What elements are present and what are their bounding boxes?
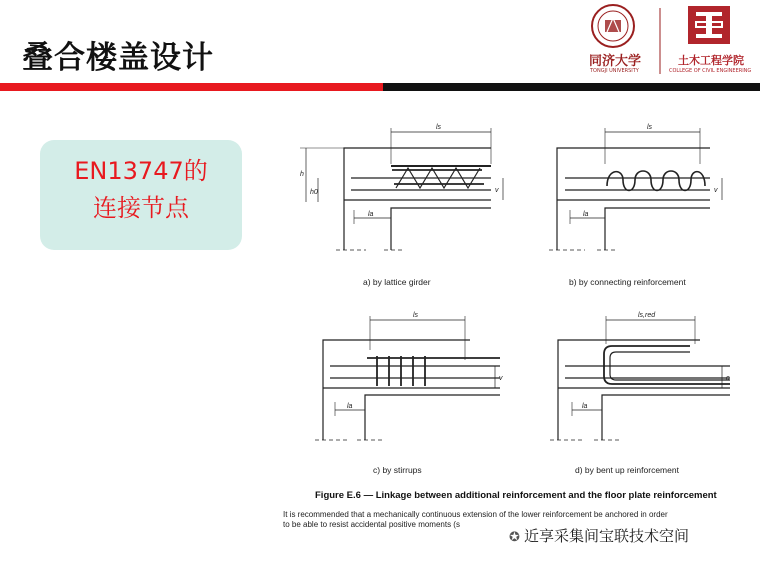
header-bar-black xyxy=(383,83,760,91)
label-la-c: la xyxy=(347,403,353,410)
header-bar-red xyxy=(0,83,383,91)
wechat-icon: ✪ xyxy=(509,530,525,545)
paragraph-line1: It is recommended that a mechanically continuous extension of the lower reinforcement be anchored in order xyxy=(283,510,668,519)
callout-box xyxy=(40,140,242,250)
label-h0: h0 xyxy=(310,189,318,196)
diagram-bent-up-reinforcement xyxy=(540,300,740,450)
logo2-name: 土木工程学院 xyxy=(678,54,744,67)
callout-line2: 连接节点 xyxy=(93,194,189,223)
caption-d: d) by bent up reinforcement xyxy=(575,465,679,475)
logo1-name: 同济大学 xyxy=(589,54,642,69)
logo-area xyxy=(585,2,760,80)
label-la-b: la xyxy=(583,211,589,218)
caption-b: b) by connecting reinforcement xyxy=(569,277,686,287)
tongji-seal-icon xyxy=(592,5,634,47)
slide-title: 叠合楼盖设计 xyxy=(22,40,214,76)
label-ls-a: ls xyxy=(436,124,442,131)
label-h: h xyxy=(300,171,304,178)
label-la-a: la xyxy=(368,211,374,218)
diagram-lattice-girder xyxy=(296,118,511,258)
paragraph-line2: to be able to resist accidental positive moments (s xyxy=(283,519,460,529)
callout-line1: EN13747的 xyxy=(74,157,208,185)
caption-c: c) by stirrups xyxy=(373,465,422,475)
label-la-d: la xyxy=(582,403,588,410)
label-v-a: v xyxy=(495,187,499,194)
watermark-text: 近享采集间宝联技术空间 xyxy=(524,527,690,545)
label-ls-c: ls xyxy=(413,312,419,319)
label-lsred-d: ls,red xyxy=(638,312,656,319)
diagram-connecting-reinforcement xyxy=(535,118,735,258)
label-ls-b: ls xyxy=(647,124,653,131)
label-c-d: c xyxy=(726,375,730,382)
caption-a: a) by lattice girder xyxy=(363,277,431,287)
diagram-stirrups xyxy=(305,300,510,450)
civil-college-seal-icon xyxy=(688,6,730,44)
logo2-subtitle: COLLEGE OF CIVIL ENGINEERING xyxy=(669,68,752,74)
label-v-c: v xyxy=(499,375,503,382)
logo1-subtitle: TONGJI UNIVERSITY xyxy=(590,68,639,74)
watermark xyxy=(507,525,691,546)
figure-title: Figure E.6 — Linkage between additional reinforcement and the floor plate reinforcement xyxy=(315,490,717,501)
label-v-b: v xyxy=(714,187,718,194)
